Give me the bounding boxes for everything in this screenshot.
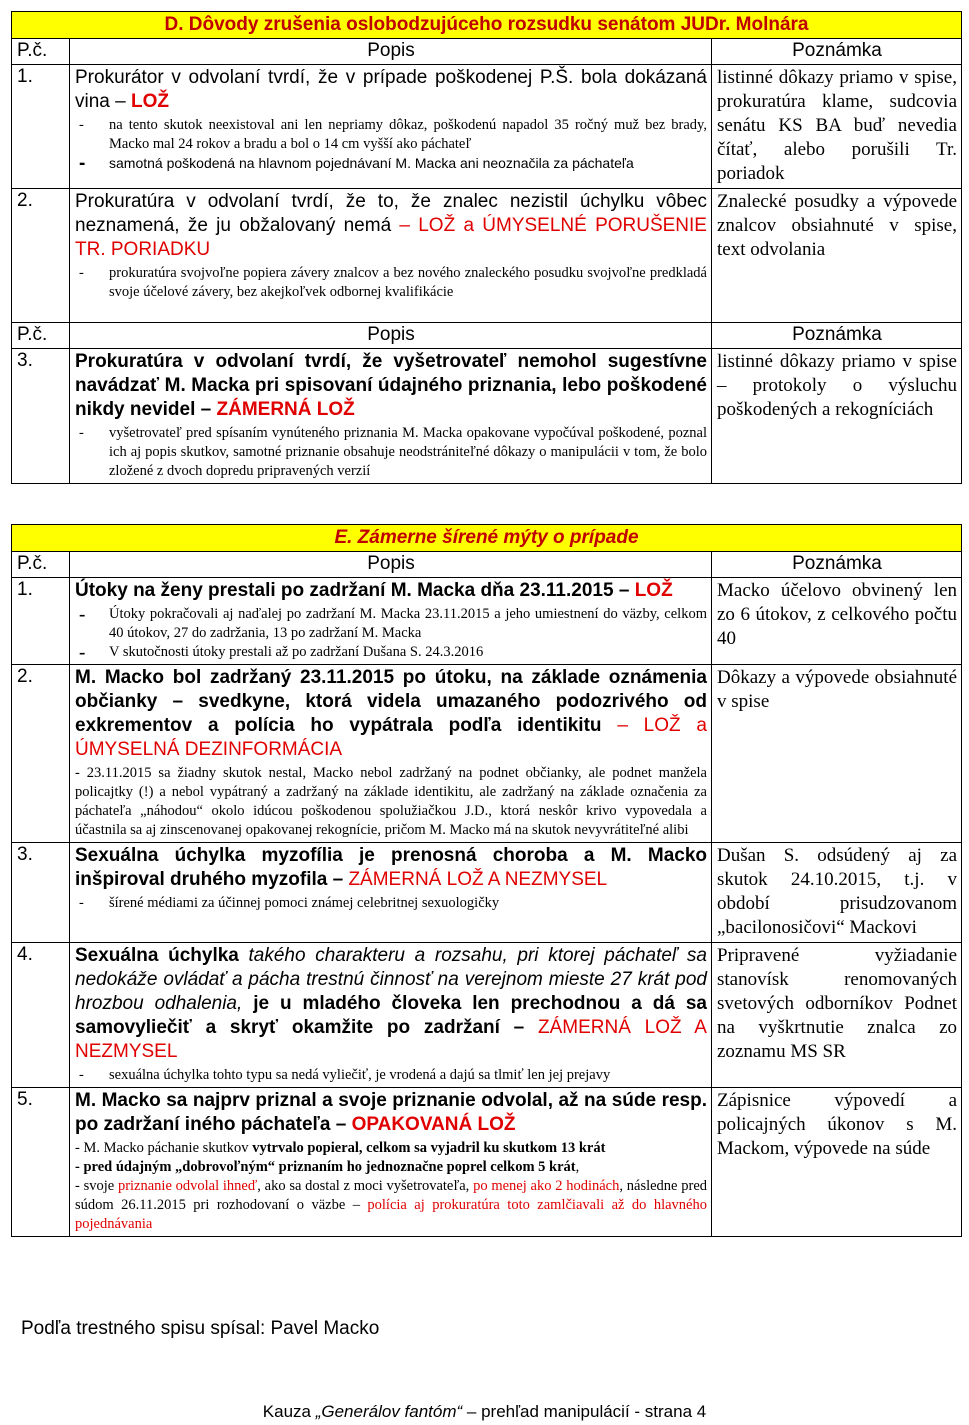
list-item: - prokuratúra svojvoľne popiera závery znalcov a bez nového znaleckého posudku svojvoľne predkladá svoje účelové závery, bez akejkoľvek odbornej kvalifikácie bbox=[75, 264, 707, 302]
table-row: 2. Prokuratúra v odvolaní tvrdí, že to, že znalec nezistil úchylku vôbec neznamená, že ju obžalovaný nemá – LOŽ a ÚMYSELNÉ PORUŠENIE TR. PORIADKU - prokuratúra svojvoľne popiera závery znalcov a bez nového znaleckého posudku svojvoľne predkladá svoje účelové závery, bez akejkoľvek odbornej kvalifikácie Znalecké posudky a výpovede znalcov obsiahnuté v spise, text odvolania bbox=[12, 189, 962, 323]
list-item: - na tento skutok neexistoval ani len nepriamy dôkaz, poškodenú napadol 35 ročný muž bez brady, Macko mal 24 rokov a bradu a bol o 14 cm vyšší ako páchateľ bbox=[75, 116, 707, 154]
table-header: P.č. Popis Poznámka bbox=[12, 39, 962, 65]
row-claim: Sexuálna úchylka myzofília je prenosná choroba a M. Macko inšpiroval druhého myzofila – ZÁMERNÁ LOŽ A NEZMYSEL bbox=[75, 845, 707, 890]
row-note: Pripravené vyžiadanie stanovísk renomovaných svetových odborníkov Podnet na vyškrtnutie znalca zo zoznamu MS SR bbox=[712, 943, 962, 1088]
row-detail: - 23.11.2015 sa žiadny skutok nestal, Macko nebol zadržaný na podnet občianky, ale podnet manžela policajtky (!) a nebol vypátraný a zadržaný na základe identikitu, ale zadržaný na základe označenia za páchateľa „náhodou“ okolo idúcou poškodenou spolužiačkou J.D., ktorá neskôr krivo vypovedala a účastnila sa aj zinscenovanej opakovanej rekognície, pričom M. Macko má na skutok nevyvrátiteľné alibi bbox=[75, 765, 707, 838]
row-note: Dôkazy a výpovede obsiahnuté v spise bbox=[712, 665, 962, 843]
table-header: P.č. Popis Poznámka bbox=[12, 323, 962, 349]
row-note: Znalecké posudky a výpovede znalcov obsiahnuté v spise, text odvolania bbox=[712, 189, 962, 323]
row-note: Macko účelovo obvinený len zo 6 útokov, z celkového počtu 40 bbox=[712, 578, 962, 665]
author-line: Podľa trestného spisu spísal: Pavel Macko bbox=[21, 1318, 380, 1339]
table-row: 3. Sexuálna úchylka myzofília je prenosná choroba a M. Macko inšpiroval druhého myzofila – ZÁMERNÁ LOŽ A NEZMYSEL - šírené médiami za účinnej pomoci známej celebritnej sexuologičky Dušan S. odsúdený aj za skutok 24.10.2015, t.j. v období prisudzovanom „bacilonosičovi“ Mackovi bbox=[12, 843, 962, 943]
table-header: P.č. Popis Poznámka bbox=[12, 552, 962, 578]
page-footer: Kauza „Generálov fantóm“ – prehľad manipulácií - strana 4 bbox=[262, 1402, 707, 1421]
row-claim: M. Macko sa najprv priznal a svoje priznanie odvolal, až na súde resp. po zadržaní iného páchateľa – OPAKOVANÁ LOŽ bbox=[75, 1090, 707, 1135]
table-row: 1. Prokurátor v odvolaní tvrdí, že v prípade poškodenej P.Š. bola dokázaná vina – LOŽ - na tento skutok neexistoval ani len nepriamy dôkaz, poškodenú napadol 35 ročný muž bez brady, Macko mal 24 rokov a bradu a bol o 14 cm vyšší ako páchateľ - samotná poškodená na hlavnom pojednávaní M. Macka ani neoznačila za páchateľa listinné dôkazy priamo v spise, prokuratúra klame, sudcovia senátu KS BA buď nevedia čítať, alebo porušili Tr. poriadok bbox=[12, 65, 962, 189]
row-note: Dušan S. odsúdený aj za skutok 24.10.2015, t.j. v období prisudzovanom „bacilonosičovi“ Mackovi bbox=[712, 843, 962, 943]
list-item: - sexuálna úchylka tohto typu sa nedá vyliečiť, je vrodená a dajú sa tlmiť len jej prejavy bbox=[75, 1066, 707, 1085]
row-note: listinné dôkazy priamo v spise, prokuratúra klame, sudcovia senátu KS BA buď nevedia čítať, alebo porušili Tr. poriadok bbox=[712, 65, 962, 189]
row-claim: M. Macko bol zadržaný 23.11.2015 po útoku, na základe oznámenia občianky – svedkyne, ktorá videla umazaného podozrivého od exkrementov a polícia ho vypátrala podľa identikitu – LOŽ a ÚMYSELNÁ DEZINFORMÁCIA bbox=[75, 667, 707, 760]
row-detail: - M. Macko páchanie skutkov vytrvalo popieral, celkom sa vyjadril ku skutkom 13 krát - pred údajným „dobrovoľným“ priznaním ho jednoznačne poprel celkom 5 krát, - svoje priznanie odvolal ihneď, ako sa dostal z moci vyšetrovateľa, po menej ako 2 hodinách, následne pred súdom 26.11.2015 pri rozhodovaní o väzbe – polícia aj prokuratúra toto zamlčiavali až do hlavného pojednávania bbox=[75, 1140, 708, 1232]
row-claim: Sexuálna úchylka takého charakteru a rozsahu, pri ktorej páchateľ sa nedokáže ovládať a pácha trestnú činnosť na verejnom mieste 27 krát pod hrozbou odhalenia, je u mladého človeka len prechodnou a dá sa samovyliečiť a skryť okamžite po zadržaní – ZÁMERNÁ LOŽ A NEZMYSEL bbox=[75, 945, 707, 1062]
table-row: 3. Prokuratúra v odvolaní tvrdí, že vyšetrovateľ nemohol sugestívne navádzať M. Macka pri spisovaní údajného priznania, lebo poškodené nikdy nevidel – ZÁMERNÁ LOŽ - vyšetrovateľ pred spísaním vynúteného priznania M. Macka opakovane vypočúval poškodené, poznal ich aj popis skutkov, samotné priznanie obsahuje neodstrániteľné dôkazy o manipulácii v tom, že bolo zložené z dvoch dopredu pripravených verzií listinné dôkazy priamo v spise – protokoly o výsluchu poškodených a rekogníciách bbox=[12, 349, 962, 484]
list-item: - V skutočnosti útoky prestali až po zadržaní Dušana S. 24.3.2016 bbox=[75, 643, 707, 662]
row-claim: Prokuratúra v odvolaní tvrdí, že vyšetrovateľ nemohol sugestívne navádzať M. Macka pri spisovaní údajného priznania, lebo poškodené nikdy nevidel – ZÁMERNÁ LOŽ bbox=[75, 351, 707, 420]
section-d-title: D. Dôvody zrušenia oslobodzujúceho rozsudku senátom JUDr. Molnára bbox=[12, 12, 962, 39]
row-claim: Útoky na ženy prestali po zadržaní M. Macka dňa 23.11.2015 – LOŽ bbox=[75, 580, 673, 601]
list-item: - šírené médiami za účinnej pomoci známej celebritnej sexuologičky bbox=[75, 894, 707, 913]
section-e-table bbox=[11, 524, 962, 1237]
list-item: - Útoky pokračovali aj naďalej po zadržaní M. Macka 23.11.2015 a jeho umiestnení do väzby, celkom 40 útokov, 27 do zadržania, 13 po zadržaní M. Macka bbox=[75, 605, 707, 643]
list-item: - vyšetrovateľ pred spísaním vynúteného priznania M. Macka opakovane vypočúval poškodené, poznal ich aj popis skutkov, samotné priznanie obsahuje neodstrániteľné dôkazy o manipulácii v tom, že bolo zložené z dvoch dopredu pripravených verzií bbox=[75, 424, 707, 481]
table-row: 4. Sexuálna úchylka takého charakteru a rozsahu, pri ktorej páchateľ sa nedokáže ovládať a pácha trestnú činnosť na verejnom mieste 27 krát pod hrozbou odhalenia, je u mladého človeka len prechodnou a dá sa samovyliečiť a skryť okamžite po zadržaní – ZÁMERNÁ LOŽ A NEZMYSEL - sexuálna úchylka tohto typu sa nedá vyliečiť, je vrodená a dajú sa tlmiť len jej prejavy Pripravené vyžiadanie stanovísk renomovaných svetových odborníkov Podnet na vyškrtnutie znalca zo zoznamu MS SR bbox=[12, 943, 962, 1088]
table-row: 5. M. Macko sa najprv priznal a svoje priznanie odvolal, až na súde resp. po zadržaní iného páchateľa – OPAKOVANÁ LOŽ - M. Macko páchanie skutkov vytrvalo popieral, celkom sa vyjadril ku skutkom 13 krát - pred údajným „dobrovoľným“ priznaním ho jednoznačne poprel celkom 5 krát, - svoje priznanie odvolal ihneď, ako sa dostal z moci vyšetrovateľa, po menej ako 2 hodinách, následne pred súdom 26.11.2015 pri rozhodovaní o väzbe – polícia aj prokuratúra toto zamlčiavali až do hlavného pojednávania Zápisnice výpovedí a policajných úkonov s M. Mackom, výpovede na súde bbox=[12, 1088, 962, 1237]
section-e-title: E. Zámerne šírené mýty o prípade bbox=[12, 525, 962, 552]
table-row: 1. Útoky na ženy prestali po zadržaní M. Macka dňa 23.11.2015 – LOŽ - Útoky pokračovali aj naďalej po zadržaní M. Macka 23.11.2015 a jeho umiestnení do väzby, celkom 40 útokov, 27 do zadržania, 13 po zadržaní M. Macka - V skutočnosti útoky prestali až po zadržaní Dušana S. 24.3.2016 Macko účelovo obvinený len zo 6 útokov, z celkového počtu 40 bbox=[12, 578, 962, 665]
list-item: - samotná poškodená na hlavnom pojednávaní M. Macka ani neoznačila za páchateľa bbox=[75, 154, 707, 173]
section-d-table bbox=[11, 11, 962, 484]
row-note: listinné dôkazy priamo v spise – protokoly o výsluchu poškodených a rekogníciách bbox=[712, 349, 962, 484]
row-claim: Prokuratúra v odvolaní tvrdí, že to, že znalec nezistil úchylku vôbec neznamená, že ju obžalovaný nemá – LOŽ a ÚMYSELNÉ PORUŠENIE TR. PORIADKU bbox=[75, 191, 707, 260]
table-row: 2. M. Macko bol zadržaný 23.11.2015 po útoku, na základe oznámenia občianky – svedkyne, ktorá videla umazaného podozrivého od exkrementov a polícia ho vypátrala podľa identikitu – LOŽ a ÚMYSELNÁ DEZINFORMÁCIA - 23.11.2015 sa žiadny skutok nestal, Macko nebol zadržaný na podnet občianky, ale podnet manžela policajtky (!) a nebol vypátraný a zadržaný na základe identikitu, ale zadržaný na základe označenia za páchateľa „náhodou“ okolo idúcou poškodenou spolužiačkou J.D., ktorá neskôr krivo vypovedala a účastnila sa aj zinscenovanej opakovanej rekognície, pričom M. Macko má na skutok nevyvrátiteľné alibi Dôkazy a výpovede obsiahnuté v spise bbox=[12, 665, 962, 843]
row-note: Zápisnice výpovedí a policajných úkonov s M. Mackom, výpovede na súde bbox=[712, 1088, 962, 1237]
row-claim: Prokurátor v odvolaní tvrdí, že v prípade poškodenej P.Š. bola dokázaná vina – LOŽ bbox=[75, 67, 707, 112]
